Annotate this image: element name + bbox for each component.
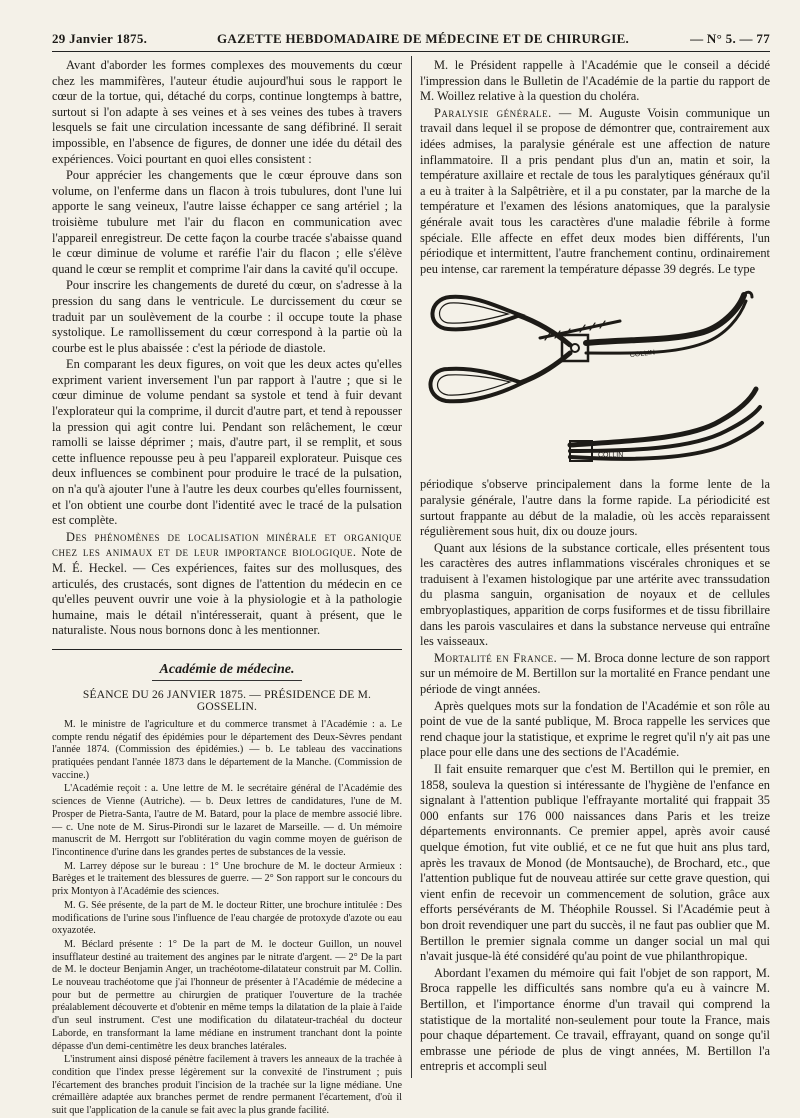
paragraph-heart-intro: Avant d'aborder les formes complexes des mouvements du cœur chez les mammifères, l'auteur étudie aujourd'hui sous le rapport le cœur de la tortue, qui, détaché du corps, continue longtemps à battre, surtout si l'on adapte à ses veines et à ses veines des tubes à travers lesquels se fait une circulation incessante de sang défibriné. Il serait impossible, en l'absence de figures, de donner une idée du détail des expériences. Voici pourtant en quoi elles consistent : bbox=[52, 58, 402, 166]
paragraph-mortalite bbox=[420, 651, 770, 698]
academy-section-title: Académie de médecine. bbox=[159, 661, 295, 677]
mortalite-heading: Mortalité en France. bbox=[434, 650, 558, 665]
heckel-note-body: Note de M. É. Heckel. — Ces expériences, faites sur des mollusques, des articulés, des crustacés, sont dignes de l'attention du médecin en ce qu'elles peuvent ouvrir une voie à la physiologie et à la pathologie humaine, mais le détail n'intéresserait, quant à présent, que le naturaliste. Nous nous bornons donc à les mentionner. bbox=[52, 545, 402, 638]
paragraph-heart-volume: Pour apprécier les changements que le cœur éprouve dans son volume, on l'enferme dans un flacon à trois tubulures, dont l'une lui apporte le sang veineux, l'autre laisse échapper ce sang artériel ; la troisième tubulure met l'air du flacon en communication avec l'appareil enregistreur. De cette façon la courbe tracée s'abaisse quand le cœur diminue de volume et raréfie l'air du flacon ; elle s'élève quand le cœur se remplit et comprime l'air dans la cavité qu'il occupe. bbox=[52, 168, 402, 276]
seance-beclard-presentation: M. Béclard présente : 1° De la part de M. le docteur Guillon, un nouvel insufflateur destiné au traitement des angines par le nitrate d'argent. — 2° De la part de M. le docteur Benjamin Anger, un trachéotome-dilatateur construit par M. Collin. Le nouveau trachéotome que j'ai l'honneur de présenter à l'Académie de médecine a pour but de permettre au chirurgien de pratiquer l'ouverture de la trachée préalablement découverte et d'obtenir en même temps la dilatation de la plaie à l'aide d'un seul instrument. C'est une modification du dilatateur-trachéal du docteur Laborde, en transformant la lame médiane en instrument tranchant dont la pointe dépasse d'un demi-centimètre les deux branches latérales. bbox=[52, 938, 402, 1052]
instrument-mark-lower: COLLIN bbox=[598, 452, 624, 460]
instrument-mark-upper: COLLIN bbox=[629, 349, 656, 360]
seance-see-presentation: M. G. Sée présente, de la part de M. le docteur Ritter, une brochure intitulée : Des modifications de l'urine sous l'influence de l'eau chargée de protoxyde d'azote ou eau oxyazotée. bbox=[52, 899, 402, 937]
paragraph-heart-comparison: En comparant les deux figures, on voit que les deux actes qu'elles expriment varient inversement l'un par rapport à l'autre ; que si le cœur diminue de volume pendant sa systole et tend à fuir devant l'explorateur qui la comprime, il durcit d'autre part, et tend à repousser la pression qui agit contre lui. Pendant son relâchement, le cœur ramolli se laisse déprimer ; mais, d'autre part, il se remplit, et sous cette influence repousse peu à peu l'appareil explorateur. Puisque ces deux influences se combinent pour produire le tracé de la pulsation, on n'a qu'à ajouter l'une à l'autre les deux courbes qu'elles fournissent, et l'on obtient une courbe dont l'identité avec le tracé de la pulsation est complète. bbox=[52, 357, 402, 528]
academy-title-rule bbox=[152, 680, 302, 681]
mortalite-body: — M. Broca donne lecture de son rapport sur un mémoire de M. Bertillon sur la mortalité en France pendant une période de vingt années. bbox=[420, 650, 770, 697]
paragraph-broca-memoir: Abordant l'examen du mémoire qui fait l'objet de son rapport, M. Broca rappelle les difficultés sans nombre qu'a eu à vaincre M. Bertillon, et l'importance énorme d'un travail qui comprend la statistique de la mortalité non-seulement pour toute la France, mais pour chaque département. Ce travail, effrayant, quand on songe qu'il embrasse une période de plus de vingt années, M. Bertillon l'a entrepris et accompli seul bbox=[420, 965, 770, 1074]
seance-correspondence-ministry: M. le ministre de l'agriculture et du commerce transmet à l'Académie : a. Le compte rendu négatif des épidémies pour le département des Deux-Sèvres pendant l'année 1874. (Commission des épidémies.) — b. Le tableau des vaccinations pratiquées pendant l'année 1873 dans le département de la Manche. (Commission de vaccine.) bbox=[52, 718, 402, 781]
tracheotome-illustration bbox=[420, 283, 770, 471]
section-separator bbox=[52, 649, 402, 650]
left-column bbox=[52, 58, 402, 1117]
paragraph-bertillon-1858: Il fait ensuite remarquer que c'est M. Bertillon qui le premier, en 1858, souleva la question si intéressante de l'hygiène de l'enfance en signalant à l'attention publique l'effrayante mortalité qui frappait 35 000 enfants sur 176 000 naissances dans Paris et les treize départements environnants. Ce premier appel, après avoir causé quelque émotion, fut vite oublié, et ce ne fut que huit ans plus tard, après les travaux de Monod (de Montsauche), de Brochard, etc., que l'attention publique fut de nouveau attirée sur cette grave question, qui vient enfin de recevoir un commencement de solution, grâce aux efforts persévérants de M. Théophile Roussel. Si l'Académie peut à bon droit revendiquer une part du succès, il ne faut pas oublier que M. Bertillon le premier signala comme un danger social un mal qui n'avait jusque-là été considéré qu'au point de vue philanthropique. bbox=[420, 762, 770, 964]
paragraph-heart-hardness: Pour inscrire les changements de dureté du cœur, on s'adresse à la pression du sang dans le ventricule. Le durcissement du cœur se traduit par un soulèvement de la courbe : il occupe toute la phase systolique. Le ramollissement du cœur correspond à la partie où la courbe est le plus abaissée : c'est la période de diastole. bbox=[52, 278, 402, 355]
header-date: 29 Janvier 1875. bbox=[52, 31, 148, 46]
upper-finger-ring bbox=[432, 297, 520, 330]
paragraph-broca-statistics: Après quelques mots sur la fondation de l'Académie et son rôle au point de vue de la santé publique, M. Broca rappelle les services que rend chaque jour la statistique, et exprime le regret qu'il n'y ait pas une place pour elle dans une des sections de l'Académie. bbox=[420, 698, 770, 760]
column-divider bbox=[411, 56, 412, 1078]
seance-instrument-description: L'instrument ainsi disposé pénètre facilement à travers les anneaux de la trachée à condition que l'index presse légèrement sur la convexité de l'instrument ; puis l'écartement des branches produit l'incision de la trachée sur la ligne médiane. Une crémaillère adaptée aux branches permet de rendre permanent l'écartement, d'où il suit que l'application de la canule se fait avec la plus grande facilité. bbox=[52, 1054, 402, 1117]
lower-finger-ring bbox=[430, 369, 522, 402]
tracheotome-figure bbox=[420, 283, 770, 471]
paragraph-periodic-type: périodique s'observe principalement dans la forme lente de la paralysie générale, l'autre dans la forme rapide. La périodicité est surtout frappante au début de la maladie, où les accès reparaissent régulièrement sous huit, dix ou douze jours. bbox=[420, 477, 770, 539]
header-issue-page: — N° 5. — 77 bbox=[690, 31, 770, 46]
header-rule bbox=[52, 51, 770, 52]
paralysie-body: — M. Auguste Voisin communique un travail dans lequel il se propose de démontrer que, contrairement aux idées admises, la paralysie générale est une affection de nature inflammatoire. Il a pris pendant plus d'un an, matin et soir, la température axillaire et rectale de tous les paralytiques généraux qu'il a eu à traiter à la Salpêtrière, et il a pu constater, par la marche de la température et l'examen des lésions anatomiques, que la paralysie générale avait tous les caractères d'une maladie fébrile à forme spéciale. Elle affecte en effet deux modes bien différents, l'un périodique et intermittent, l'autre franchement continu, ordinairement peu intense, car rarement la température dépasse 39 degrés. Le type bbox=[420, 105, 770, 276]
paragraph-paralysie-generale bbox=[420, 106, 770, 278]
paragraph-president-cholera: M. le Président rappelle à l'Académie que le conseil a décidé l'impression dans le Bulletin de l'Académie de la partie du rapport de M. Woillez relative à la question du choléra. bbox=[420, 58, 770, 104]
paralysie-heading: Paralysie générale. bbox=[434, 105, 552, 120]
running-header bbox=[52, 31, 770, 49]
paragraph-cortical-lesions: Quant aux lésions de la substance corticale, elles présentent tous les caractères des autres inflammations viscérales chroniques et se traduisent à l'examen histologique par une artérite avec transsudation du plasma sanguin, organisation de noyaux et de cellules embryoplastiques, apparition de corps fusiformes et de tissu fibrillaire dans les parois vasculaires et dans la substance nerveuse qui entraîne les vaisseaux. bbox=[420, 540, 770, 649]
seance-larrey-deposit: M. Larrey dépose sur le bureau : 1° Une brochure de M. le docteur Armieux : Barèges et le traitement des blessures de guerre. — 2° Son rapport sur le concours du prix Montyon à l'Académie des sciences. bbox=[52, 860, 402, 898]
seance-heading: SÉANCE DU 26 JANVIER 1875. — PRÉSIDENCE DE M. GOSSELIN. bbox=[82, 688, 372, 713]
heckel-note-heading: Des phénomènes de localisation minérale et organique chez les animaux et de leur importance biologique. bbox=[52, 529, 402, 560]
right-column bbox=[420, 58, 770, 1080]
detail-blade-top bbox=[570, 389, 756, 445]
seance-correspondence-received: L'Académie reçoit : a. Une lettre de M. le secrétaire général de l'Académie des sciences de Vienne (Autriche). — b. Deux lettres de candidatures, l'une de M. Prosper de Pietra-Santa, l'autre de M. Batard, pour la place de membre associé libre. — c. Une note de M. Sirus-Pirondi sur le lazaret de Marseille. — d. Un mémoire manuscrit de M. Herrgott sur l'oblitération du vagin comme moyen de guérison de l'incontinence d'urine dans les grandes pertes de substances de la vessie. bbox=[52, 783, 402, 858]
paragraph-heckel-note bbox=[52, 530, 402, 639]
header-journal-title: GAZETTE HEBDOMADAIRE DE MÉDECINE ET DE CHIRURGIE. bbox=[217, 31, 630, 46]
